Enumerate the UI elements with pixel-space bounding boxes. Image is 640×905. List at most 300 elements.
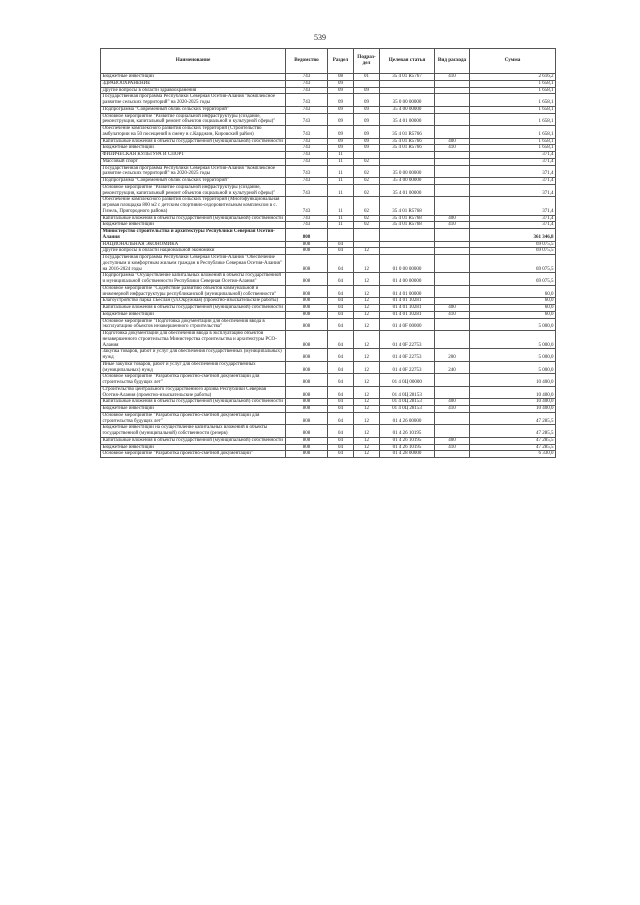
cell-razdel: 11 bbox=[328, 158, 354, 165]
cell-podrazdel: 12 bbox=[354, 399, 380, 406]
cell-celevaya-statya: 01 4 26 10195 bbox=[380, 437, 435, 444]
cell-name: Капитальные вложения в объекты государственной (муниципальной) собственности bbox=[101, 215, 286, 222]
cell-vedomstvo: 808 bbox=[286, 285, 328, 298]
cell-podrazdel: 02 bbox=[354, 215, 380, 222]
cell-vid-rashoda: 400 bbox=[435, 437, 470, 444]
cell-vid-rashoda: 400 bbox=[435, 138, 470, 145]
cell-celevaya-statya: 01 4 01 10281 bbox=[380, 311, 435, 318]
cell-podrazdel: 12 bbox=[354, 406, 380, 413]
table-row bbox=[101, 437, 556, 444]
cell-vid-rashoda: 410 bbox=[435, 311, 470, 318]
table-row bbox=[101, 273, 556, 286]
cell-vid-rashoda bbox=[435, 248, 470, 255]
cell-name: Бюджетные инвестиции bbox=[101, 311, 286, 318]
cell-name: Бюджетные инвестиции на осуществление капитальных вложений в объекты государственной (муниципальной) собственности (резерв) bbox=[101, 425, 286, 438]
cell-vid-rashoda bbox=[435, 386, 470, 399]
table-row bbox=[101, 399, 556, 406]
cell-celevaya-statya: 01 4 0Ц 28153 bbox=[380, 406, 435, 413]
cell-vid-rashoda bbox=[435, 425, 470, 438]
cell-podrazdel: 12 bbox=[354, 361, 380, 374]
cell-podrazdel bbox=[354, 80, 380, 87]
cell-summa: 1 658,1 bbox=[470, 94, 556, 107]
cell-razdel: 04 bbox=[328, 298, 354, 305]
cell-celevaya-statya bbox=[380, 241, 435, 248]
cell-razdel: 11 bbox=[328, 222, 354, 229]
cell-vedomstvo: 808 bbox=[286, 255, 328, 273]
cell-celevaya-statya: 01 4 01 10281 bbox=[380, 305, 435, 312]
cell-name: Обеспечение комплексного развития сельских территорий (Строительство амбулатории на 50 посещений в смену в с.Карджин, Кировский район) bbox=[101, 126, 286, 139]
table-row bbox=[101, 94, 556, 107]
header-vid-rashoda: Вид расхода bbox=[435, 49, 470, 74]
cell-vedomstvo: 743 bbox=[286, 152, 328, 159]
cell-vid-rashoda bbox=[435, 184, 470, 197]
cell-celevaya-statya: 35 4 01 R5768 bbox=[380, 197, 435, 215]
cell-podrazdel bbox=[354, 241, 380, 248]
cell-celevaya-statya: 35 4 01 00000 bbox=[380, 184, 435, 197]
cell-vedomstvo: 743 bbox=[286, 87, 328, 94]
cell-celevaya-statya: 01 4 0F 22753 bbox=[380, 331, 435, 349]
cell-podrazdel: 09 bbox=[354, 113, 380, 126]
cell-razdel: 09 bbox=[328, 145, 354, 152]
cell-summa: 69 075,5 bbox=[470, 273, 556, 286]
cell-celevaya-statya: 35 4 01 R5768 bbox=[380, 215, 435, 222]
cell-razdel: 04 bbox=[328, 305, 354, 312]
cell-summa: 69 075,5 bbox=[470, 255, 556, 273]
cell-vedomstvo: 808 bbox=[286, 241, 328, 248]
table-row bbox=[101, 184, 556, 197]
table-body bbox=[101, 74, 556, 458]
cell-summa: 371,4 bbox=[470, 184, 556, 197]
cell-podrazdel: 02 bbox=[354, 165, 380, 178]
table-row bbox=[101, 285, 556, 298]
cell-vedomstvo: 743 bbox=[286, 215, 328, 222]
cell-celevaya-statya: 35 4 01 R5766 bbox=[380, 138, 435, 145]
cell-razdel: 09 bbox=[328, 113, 354, 126]
cell-podrazdel: 12 bbox=[354, 298, 380, 305]
cell-name: Закупка товаров, работ и услуг для обеспечения государственных (муниципальных) нужд bbox=[101, 349, 286, 362]
cell-name: Министерство строительства и архитектуры Республики Северная Осетия-Алания bbox=[101, 229, 286, 242]
cell-vedomstvo: 808 bbox=[286, 437, 328, 444]
table-row bbox=[101, 197, 556, 215]
cell-summa: 371,4 bbox=[470, 222, 556, 229]
cell-vedomstvo: 808 bbox=[286, 229, 328, 242]
cell-vedomstvo: 808 bbox=[286, 311, 328, 318]
cell-vid-rashoda bbox=[435, 285, 470, 298]
table-row bbox=[101, 311, 556, 318]
cell-celevaya-statya bbox=[380, 158, 435, 165]
cell-podrazdel: 01 bbox=[354, 74, 380, 81]
cell-vid-rashoda bbox=[435, 106, 470, 113]
table-row bbox=[101, 106, 556, 113]
cell-summa: 10 400,0 bbox=[470, 374, 556, 387]
cell-summa: 361 346,8 bbox=[470, 229, 556, 242]
cell-vedomstvo: 808 bbox=[286, 451, 328, 458]
cell-podrazdel: 12 bbox=[354, 305, 380, 312]
cell-vid-rashoda bbox=[435, 229, 470, 242]
table-row bbox=[101, 361, 556, 374]
cell-name: Другие вопросы в области здравоохранения bbox=[101, 87, 286, 94]
cell-razdel: 11 bbox=[328, 152, 354, 159]
cell-razdel: 04 bbox=[328, 412, 354, 425]
cell-razdel: 04 bbox=[328, 444, 354, 451]
table-row bbox=[101, 425, 556, 438]
cell-summa: 1 658,1 bbox=[470, 80, 556, 87]
cell-podrazdel: 12 bbox=[354, 437, 380, 444]
cell-summa: 47 285,5 bbox=[470, 425, 556, 438]
cell-razdel: 11 bbox=[328, 165, 354, 178]
cell-vid-rashoda bbox=[435, 412, 470, 425]
cell-vid-rashoda bbox=[435, 94, 470, 107]
cell-vid-rashoda bbox=[435, 178, 470, 185]
cell-summa: 60,0 bbox=[470, 285, 556, 298]
cell-vedomstvo: 743 bbox=[286, 158, 328, 165]
table-row bbox=[101, 178, 556, 185]
cell-name: НАЦИОНАЛЬНАЯ ЭКОНОМИКА bbox=[101, 241, 286, 248]
cell-name: Капитальные вложения в объекты государственной (муниципальной) собственности bbox=[101, 399, 286, 406]
cell-vedomstvo: 808 bbox=[286, 349, 328, 362]
cell-podrazdel: 12 bbox=[354, 273, 380, 286]
table-row bbox=[101, 318, 556, 331]
cell-celevaya-statya bbox=[380, 229, 435, 242]
cell-podrazdel: 12 bbox=[354, 349, 380, 362]
cell-razdel: 04 bbox=[328, 248, 354, 255]
cell-celevaya-statya: 01 4 28 00000 bbox=[380, 451, 435, 458]
cell-name: Основное мероприятие "Развитие социальной инфраструктуры (создание, реконструкция, капитальный ремонт объектов социальной и культурной сферы)" bbox=[101, 184, 286, 197]
cell-summa: 2 616,2 bbox=[470, 74, 556, 81]
cell-celevaya-statya: 01 4 0Ц 28153 bbox=[380, 399, 435, 406]
cell-name: Благоустройство парка г.Беслан (ул.Окружная) (проектно-изыскательские работы) bbox=[101, 298, 286, 305]
header-podrazdel: Подраз-дел bbox=[354, 49, 380, 74]
cell-summa: 47 285,5 bbox=[470, 412, 556, 425]
cell-celevaya-statya: 01 4 01 00000 bbox=[380, 285, 435, 298]
cell-razdel: 04 bbox=[328, 311, 354, 318]
table-row bbox=[101, 229, 556, 242]
cell-razdel: 11 bbox=[328, 178, 354, 185]
cell-summa: 5 000,0 bbox=[470, 318, 556, 331]
table-row bbox=[101, 74, 556, 81]
cell-vedomstvo: 743 bbox=[286, 74, 328, 81]
cell-summa: 1 658,1 bbox=[470, 126, 556, 139]
table-row bbox=[101, 331, 556, 349]
cell-vid-rashoda: 400 bbox=[435, 399, 470, 406]
cell-vedomstvo: 808 bbox=[286, 412, 328, 425]
cell-vedomstvo: 808 bbox=[286, 298, 328, 305]
table-row bbox=[101, 158, 556, 165]
cell-name: Основное мероприятие "Разработка проектно-сметной документации для строительства будущих лет" bbox=[101, 412, 286, 425]
cell-podrazdel: 12 bbox=[354, 311, 380, 318]
budget-table bbox=[100, 48, 556, 458]
cell-razdel: 09 bbox=[328, 80, 354, 87]
cell-summa: 69 075,5 bbox=[470, 241, 556, 248]
cell-vid-rashoda bbox=[435, 374, 470, 387]
cell-podrazdel: 12 bbox=[354, 285, 380, 298]
cell-name: Бюджетные инвестиции bbox=[101, 406, 286, 413]
cell-podrazdel: 12 bbox=[354, 318, 380, 331]
cell-name: Подпрограмма "Современный облик сельских территорий" bbox=[101, 106, 286, 113]
cell-razdel: 04 bbox=[328, 273, 354, 286]
cell-razdel: 04 bbox=[328, 361, 354, 374]
cell-summa: 1 658,1 bbox=[470, 138, 556, 145]
cell-vid-rashoda bbox=[435, 87, 470, 94]
cell-summa: 60,0 bbox=[470, 305, 556, 312]
cell-vid-rashoda bbox=[435, 158, 470, 165]
cell-celevaya-statya: 01 4 26 10195 bbox=[380, 425, 435, 438]
cell-vid-rashoda: 400 bbox=[435, 305, 470, 312]
cell-razdel: 09 bbox=[328, 87, 354, 94]
cell-summa: 1 658,1 bbox=[470, 145, 556, 152]
cell-vedomstvo: 743 bbox=[286, 178, 328, 185]
table-row bbox=[101, 255, 556, 273]
cell-name: Бюджетные инвестиции bbox=[101, 222, 286, 229]
header-celevaya-statya: Целевая статья bbox=[380, 49, 435, 74]
cell-podrazdel: 02 bbox=[354, 184, 380, 197]
cell-celevaya-statya: 35 4 00 00000 bbox=[380, 178, 435, 185]
cell-celevaya-statya: 01 4 0Ц 28153 bbox=[380, 386, 435, 399]
cell-vedomstvo: 743 bbox=[286, 126, 328, 139]
cell-vedomstvo: 808 bbox=[286, 386, 328, 399]
table-row bbox=[101, 298, 556, 305]
cell-podrazdel: 02 bbox=[354, 158, 380, 165]
table-row bbox=[101, 87, 556, 94]
cell-podrazdel: 02 bbox=[354, 222, 380, 229]
cell-razdel: 04 bbox=[328, 349, 354, 362]
cell-name: Государственная программа Республики Северная Осетия-Алания "Обеспечение доступным и комфортным жильем граждан в Республике Северная Осетия-Алания" на 2016-2024 годы bbox=[101, 255, 286, 273]
cell-summa: 371,4 bbox=[470, 152, 556, 159]
cell-vid-rashoda: 410 bbox=[435, 406, 470, 413]
cell-podrazdel: 12 bbox=[354, 425, 380, 438]
cell-vedomstvo: 743 bbox=[286, 80, 328, 87]
cell-name: Другие вопросы в области национальной экономики bbox=[101, 248, 286, 255]
cell-summa: 1 658,1 bbox=[470, 113, 556, 126]
cell-podrazdel: 02 bbox=[354, 178, 380, 185]
cell-razdel: 09 bbox=[328, 106, 354, 113]
cell-celevaya-statya: 35 4 01 00000 bbox=[380, 113, 435, 126]
cell-vid-rashoda bbox=[435, 197, 470, 215]
cell-podrazdel: 12 bbox=[354, 248, 380, 255]
cell-summa: 371,4 bbox=[470, 158, 556, 165]
cell-vid-rashoda bbox=[435, 298, 470, 305]
cell-razdel: 04 bbox=[328, 451, 354, 458]
cell-summa: 371,4 bbox=[470, 178, 556, 185]
table-row bbox=[101, 241, 556, 248]
table-row bbox=[101, 406, 556, 413]
cell-podrazdel: 12 bbox=[354, 412, 380, 425]
cell-vid-rashoda bbox=[435, 318, 470, 331]
cell-name: Основное мероприятие "Подготовка документации для обеспечения ввода в эксплуатацию объектов незавершенного строительства" bbox=[101, 318, 286, 331]
cell-vid-rashoda: 410 bbox=[435, 444, 470, 451]
cell-vedomstvo: 743 bbox=[286, 222, 328, 229]
cell-celevaya-statya: 01 4 26 10195 bbox=[380, 444, 435, 451]
cell-summa: 5 000,0 bbox=[470, 331, 556, 349]
cell-summa: 1 658,1 bbox=[470, 106, 556, 113]
cell-podrazdel: 12 bbox=[354, 444, 380, 451]
cell-celevaya-statya: 35 4 00 00000 bbox=[380, 106, 435, 113]
cell-razdel: 04 bbox=[328, 241, 354, 248]
table-row bbox=[101, 305, 556, 312]
cell-celevaya-statya: 35 0 00 00000 bbox=[380, 165, 435, 178]
cell-vedomstvo: 808 bbox=[286, 425, 328, 438]
header-name: Наименование bbox=[101, 49, 286, 74]
cell-razdel: 04 bbox=[328, 406, 354, 413]
cell-celevaya-statya: 01 4 0F 00000 bbox=[380, 318, 435, 331]
cell-vid-rashoda bbox=[435, 113, 470, 126]
table-row bbox=[101, 412, 556, 425]
cell-summa: 60,0 bbox=[470, 311, 556, 318]
cell-podrazdel: 09 bbox=[354, 94, 380, 107]
cell-name: Подпрограмма "Современный облик сельских территорий" bbox=[101, 178, 286, 185]
cell-vid-rashoda bbox=[435, 165, 470, 178]
cell-name: Основное мероприятие "Разработка проектно-сметной документации" bbox=[101, 451, 286, 458]
cell-razdel: 04 bbox=[328, 374, 354, 387]
cell-name: Государственная программа Республики Северная Осетия-Алания "Комплексное развитие сельских территорий" на 2020-2025 годы bbox=[101, 165, 286, 178]
table-row bbox=[101, 145, 556, 152]
cell-summa: 5 000,0 bbox=[470, 349, 556, 362]
cell-vid-rashoda bbox=[435, 255, 470, 273]
cell-celevaya-statya bbox=[380, 87, 435, 94]
cell-summa: 1 658,1 bbox=[470, 87, 556, 94]
cell-razdel: 11 bbox=[328, 197, 354, 215]
cell-vedomstvo: 743 bbox=[286, 145, 328, 152]
cell-summa: 371,4 bbox=[470, 197, 556, 215]
cell-vid-rashoda bbox=[435, 126, 470, 139]
cell-podrazdel: 12 bbox=[354, 331, 380, 349]
table-row bbox=[101, 152, 556, 159]
cell-vedomstvo: 808 bbox=[286, 406, 328, 413]
table-row bbox=[101, 113, 556, 126]
cell-podrazdel: 09 bbox=[354, 87, 380, 94]
cell-vid-rashoda bbox=[435, 273, 470, 286]
cell-vedomstvo: 743 bbox=[286, 184, 328, 197]
table-row bbox=[101, 374, 556, 387]
cell-razdel: 09 bbox=[328, 94, 354, 107]
cell-razdel bbox=[328, 229, 354, 242]
cell-name: Основное мероприятие "Развитие социальной инфраструктуры (создание, реконструкция, капитальный ремонт объектов социальной и культурной сферы)" bbox=[101, 113, 286, 126]
cell-summa: 10 400,0 bbox=[470, 406, 556, 413]
cell-podrazdel bbox=[354, 152, 380, 159]
table-row bbox=[101, 444, 556, 451]
cell-summa: 60,0 bbox=[470, 298, 556, 305]
cell-vedomstvo: 743 bbox=[286, 106, 328, 113]
cell-celevaya-statya: 01 4 26 00000 bbox=[380, 412, 435, 425]
cell-vid-rashoda: 410 bbox=[435, 222, 470, 229]
table-row bbox=[101, 386, 556, 399]
cell-celevaya-statya: 01 4 0F 22753 bbox=[380, 361, 435, 374]
cell-podrazdel: 12 bbox=[354, 451, 380, 458]
cell-vedomstvo: 808 bbox=[286, 361, 328, 374]
table-row bbox=[101, 165, 556, 178]
cell-name: ФИЗИЧЕСКАЯ КУЛЬТУРА И СПОРТ bbox=[101, 152, 286, 159]
cell-podrazdel: 09 bbox=[354, 106, 380, 113]
cell-name: Обеспечение комплексного развития сельских территорий (Многофункциональная игровая площадка 800 м2 с детским спортивно-оздоровительным комплексом в с. Гизель, Пригородного района) bbox=[101, 197, 286, 215]
cell-name: Подпрограмма "Осуществление капитальных вложений в объекты государственной и муниципальной собственности Республики Северная Осетия-Алания" bbox=[101, 273, 286, 286]
cell-celevaya-statya: 01 4 00 00000 bbox=[380, 273, 435, 286]
page-number: 539 bbox=[314, 33, 326, 42]
cell-vid-rashoda: 240 bbox=[435, 361, 470, 374]
cell-razdel: 04 bbox=[328, 285, 354, 298]
cell-summa: 10 400,0 bbox=[470, 386, 556, 399]
cell-summa: 371,4 bbox=[470, 215, 556, 222]
cell-celevaya-statya bbox=[380, 152, 435, 159]
cell-name: Основное мероприятие "Содействие развитию объектов коммунальной и инженерной инфраструктуры республиканской (муниципальной) собственности" bbox=[101, 285, 286, 298]
cell-razdel: 04 bbox=[328, 331, 354, 349]
cell-celevaya-statya bbox=[380, 80, 435, 87]
cell-name: ЗДРАВООХРАНЕНИЕ bbox=[101, 80, 286, 87]
cell-razdel: 08 bbox=[328, 74, 354, 81]
cell-vid-rashoda bbox=[435, 241, 470, 248]
table-row bbox=[101, 222, 556, 229]
table-row bbox=[101, 138, 556, 145]
cell-podrazdel bbox=[354, 229, 380, 242]
cell-name: Бюджетные инвестиции bbox=[101, 74, 286, 81]
cell-razdel: 04 bbox=[328, 437, 354, 444]
cell-name: Основное мероприятие "Разработка проектно-сметной документации для строительства будущих лет" bbox=[101, 374, 286, 387]
cell-razdel: 04 bbox=[328, 318, 354, 331]
cell-vedomstvo: 808 bbox=[286, 305, 328, 312]
cell-summa: 371,4 bbox=[470, 165, 556, 178]
table-row bbox=[101, 80, 556, 87]
cell-razdel: 11 bbox=[328, 215, 354, 222]
cell-summa: 47 285,5 bbox=[470, 444, 556, 451]
cell-vid-rashoda bbox=[435, 152, 470, 159]
cell-razdel: 11 bbox=[328, 184, 354, 197]
cell-summa: 47 285,5 bbox=[470, 437, 556, 444]
cell-celevaya-statya: 35 0 00 00000 bbox=[380, 94, 435, 107]
cell-vedomstvo: 808 bbox=[286, 331, 328, 349]
cell-celevaya-statya: 01 4 01 10281 bbox=[380, 298, 435, 305]
cell-vid-rashoda: 410 bbox=[435, 145, 470, 152]
cell-celevaya-statya: 35 4 01 R5766 bbox=[380, 145, 435, 152]
cell-razdel: 04 bbox=[328, 255, 354, 273]
cell-summa: 6 330,0 bbox=[470, 451, 556, 458]
cell-podrazdel: 02 bbox=[354, 197, 380, 215]
cell-name: Государственная программа Республики Северная Осетия-Алания "Комплексное развитие сельских территорий" на 2020-2025 годы bbox=[101, 94, 286, 107]
cell-name: Подготовка документации для обеспечения ввода в эксплуатацию объектов незавершенного строительства Министерства строительства и архитектуры РСО-Алания bbox=[101, 331, 286, 349]
table-row bbox=[101, 248, 556, 255]
cell-name: Капитальные вложения в объекты государственной (муниципальной) собственности bbox=[101, 437, 286, 444]
cell-summa: 10 400,0 bbox=[470, 399, 556, 406]
cell-vid-rashoda bbox=[435, 80, 470, 87]
cell-vid-rashoda bbox=[435, 331, 470, 349]
cell-summa: 69 075,5 bbox=[470, 248, 556, 255]
cell-vedomstvo: 808 bbox=[286, 444, 328, 451]
cell-razdel: 04 bbox=[328, 425, 354, 438]
cell-vedomstvo: 743 bbox=[286, 94, 328, 107]
cell-name: Массовый спорт bbox=[101, 158, 286, 165]
table-row bbox=[101, 451, 556, 458]
table-row bbox=[101, 126, 556, 139]
cell-celevaya-statya: 35 4 01 R5767 bbox=[380, 74, 435, 81]
cell-podrazdel: 12 bbox=[354, 386, 380, 399]
cell-celevaya-statya: 01 0 00 00000 bbox=[380, 255, 435, 273]
table-row bbox=[101, 215, 556, 222]
cell-vedomstvo: 808 bbox=[286, 273, 328, 286]
cell-vid-rashoda: 400 bbox=[435, 215, 470, 222]
cell-razdel: 04 bbox=[328, 399, 354, 406]
cell-vedomstvo: 808 bbox=[286, 318, 328, 331]
cell-vedomstvo: 743 bbox=[286, 138, 328, 145]
cell-podrazdel: 09 bbox=[354, 138, 380, 145]
header-summa: Сумма bbox=[470, 49, 556, 74]
cell-vedomstvo: 743 bbox=[286, 197, 328, 215]
header-razdel: Раздел bbox=[328, 49, 354, 74]
cell-celevaya-statya: 01 4 0F 22753 bbox=[380, 349, 435, 362]
cell-vedomstvo: 808 bbox=[286, 399, 328, 406]
cell-name: Бюджетные инвестиции bbox=[101, 444, 286, 451]
cell-celevaya-statya bbox=[380, 248, 435, 255]
cell-podrazdel: 09 bbox=[354, 145, 380, 152]
cell-name: Иные закупки товаров, работ и услуг для обеспечения государственных (муниципальных) нужд bbox=[101, 361, 286, 374]
cell-vedomstvo: 743 bbox=[286, 113, 328, 126]
